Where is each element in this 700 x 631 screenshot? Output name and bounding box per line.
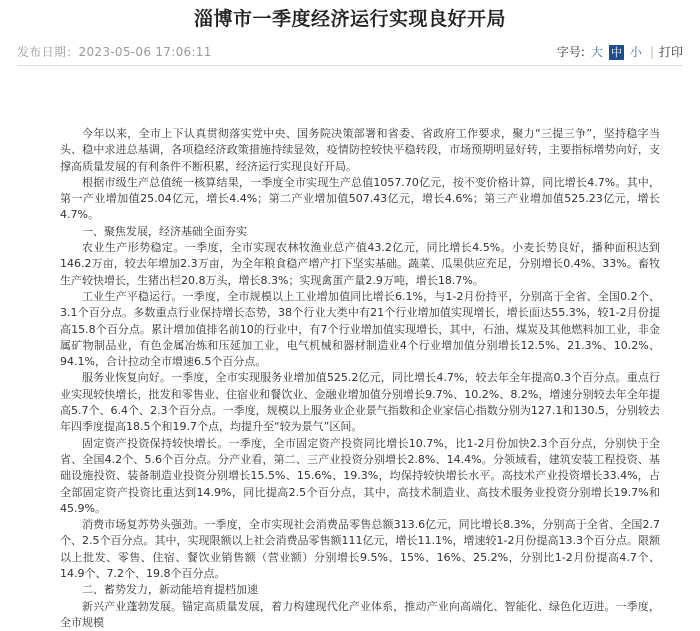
font-size-toolbar xyxy=(557,41,683,63)
publish-date-label: 发布日期： xyxy=(17,45,79,59)
font-size-medium-button[interactable]: 中 xyxy=(610,45,622,59)
article-title: 淄博市一季度经济运行实现良好开局 xyxy=(193,8,506,30)
font-size-small-button[interactable]: 小 xyxy=(629,45,642,59)
article-meta xyxy=(17,41,683,63)
print-button[interactable]: 打印 xyxy=(658,45,683,59)
section-heading-1: 一、聚焦发展，经济基础全面夯实 xyxy=(82,224,247,238)
paragraph-intro: 今年以来，全市上下认真贯彻落实党中央、国务院决策部署和省委、省政府工作要求，聚力“三提三争”，坚持稳字当头、稳中求进总基调，各项稳经济政策措施持续显效，疫情防控较快平稳转段，市场预期明显好转，主要指标增势向好，支撑高质量发展的有利条件不断积累，经济运行实现良好开局。 xyxy=(60,127,660,173)
font-size-large-button[interactable]: 大 xyxy=(590,45,603,59)
section-heading-2: 二、蓄势发力，新动能培育提档加速 xyxy=(82,583,258,597)
paragraph-investment: 固定资产投资保持较快增长。一季度，全市固定资产投资同比增长10.7%，比1-2月份加快2.3个百分点，分别快于全省、全国4.2个、5.6个百分点。分产业看，第二、三产业投资分别增长2.8%、14.4%。分领域看，建筑安装工程投资、基础设施投资、装备制造业投资分别增长15.5%、15.6%、19.3%，均保持较快增长水平。高技术产业投资增长33.4%，占全部固定资产投资比重达到14.9%，同比提高2.5个百分点，其中，高技术制造业、高技术服务业投资分别增长19.7%和45.9%。 xyxy=(60,436,660,515)
article-body xyxy=(60,126,660,631)
paragraph-consumption: 消费市场复苏势头强劲。一季度，全市实现社会消费品零售总额313.6亿元，同比增长8.3%，分别高于全省、全国2.7个、2.5个百分点。其中，实现限额以上社会消费品零售额111亿元，增长11.1%，增速较1-2月份提高13.3个百分点。限额以上批发、零售、住宿、餐饮业销售额（营业额）分别增长9.5%、15%、16%、25.2%，分别比1-2月份提高4.7个、14.9个、7.2个、19.8个百分点。 xyxy=(60,518,660,581)
paragraph-gdp: 根据市级生产总值统一核算结果，一季度全市实现生产总值1057.70亿元，按不变价格计算，同比增长4.7%。其中，第一产业增加值25.04亿元，增长4.4%；第二产业增加值507.43亿元，增长4.6%；第三产业增加值525.23亿元，增长4.7%。 xyxy=(60,175,660,222)
paragraph-industry: 工业生产平稳运行。一季度，全市规模以上工业增加值同比增长6.1%，与1-2月份持平，分别高于全省、全国0.2个、3.1个百分点。多数重点行业保持增长态势，38个行业大类中有21个行业增加值实现增长，增长面达55.3%，较1-2月份提高15.8个百分点。累计增加值排名前10的行业中，有7个行业增加值实现增长，其中，石油、煤炭及其他燃料加工业，非金属矿物制品业，有色金属冶炼和压延加工业，电气机械和器材制造业4个行业增加值分别增长12.5%、21.3%、10.2%、94.1%，合计拉动全市增速6.5个百分点。 xyxy=(60,289,660,369)
header-divider xyxy=(17,65,683,66)
paragraph-agriculture: 农业生产形势稳定。一季度，全市实现农林牧渔业总产值43.2亿元，同比增长4.5%。小麦长势良好，播种面积达到146.2万亩，较去年增加2.3万亩，为全年粮食稳产增产打下坚实基础。蔬菜、瓜果供应充足，分别增长0.4%、33%。畜牧生产较快增长，生猪出栏20.8万头，增长8.3%；实现禽蛋产量2.9万吨，增长18.7%。 xyxy=(60,241,660,287)
publish-date: 2023-05-06 17:06:11 xyxy=(78,45,212,59)
paragraph-services: 服务业恢复向好。一季度，全市实现服务业增加值525.2亿元，同比增长4.7%，较去年全年提高0.3个百分点。重点行业实现较快增长，批发和零售业、住宿业和餐饮业、金融业增加值分别增长9.7%、10.2%、8.2%，增速分别较去年全年提高5.7个、6.4个、2.3个百分点。一季度，规模以上服务业企业景气指数和企业家信心指数分别为127.1和130.5，分别较去年四季度提高18.5个和19.7个点，均提升至“较为景气”区间。 xyxy=(60,371,660,434)
toolbar-separator: | xyxy=(649,45,654,59)
font-size-label: 字号: xyxy=(556,45,585,59)
paragraph-emerging-industry: 新兴产业蓬勃发展。锚定高质量发展，着力构建现代化产业体系，推动产业向高端化、智能化、绿色化迈进。一季度，全市规模 xyxy=(60,599,660,629)
